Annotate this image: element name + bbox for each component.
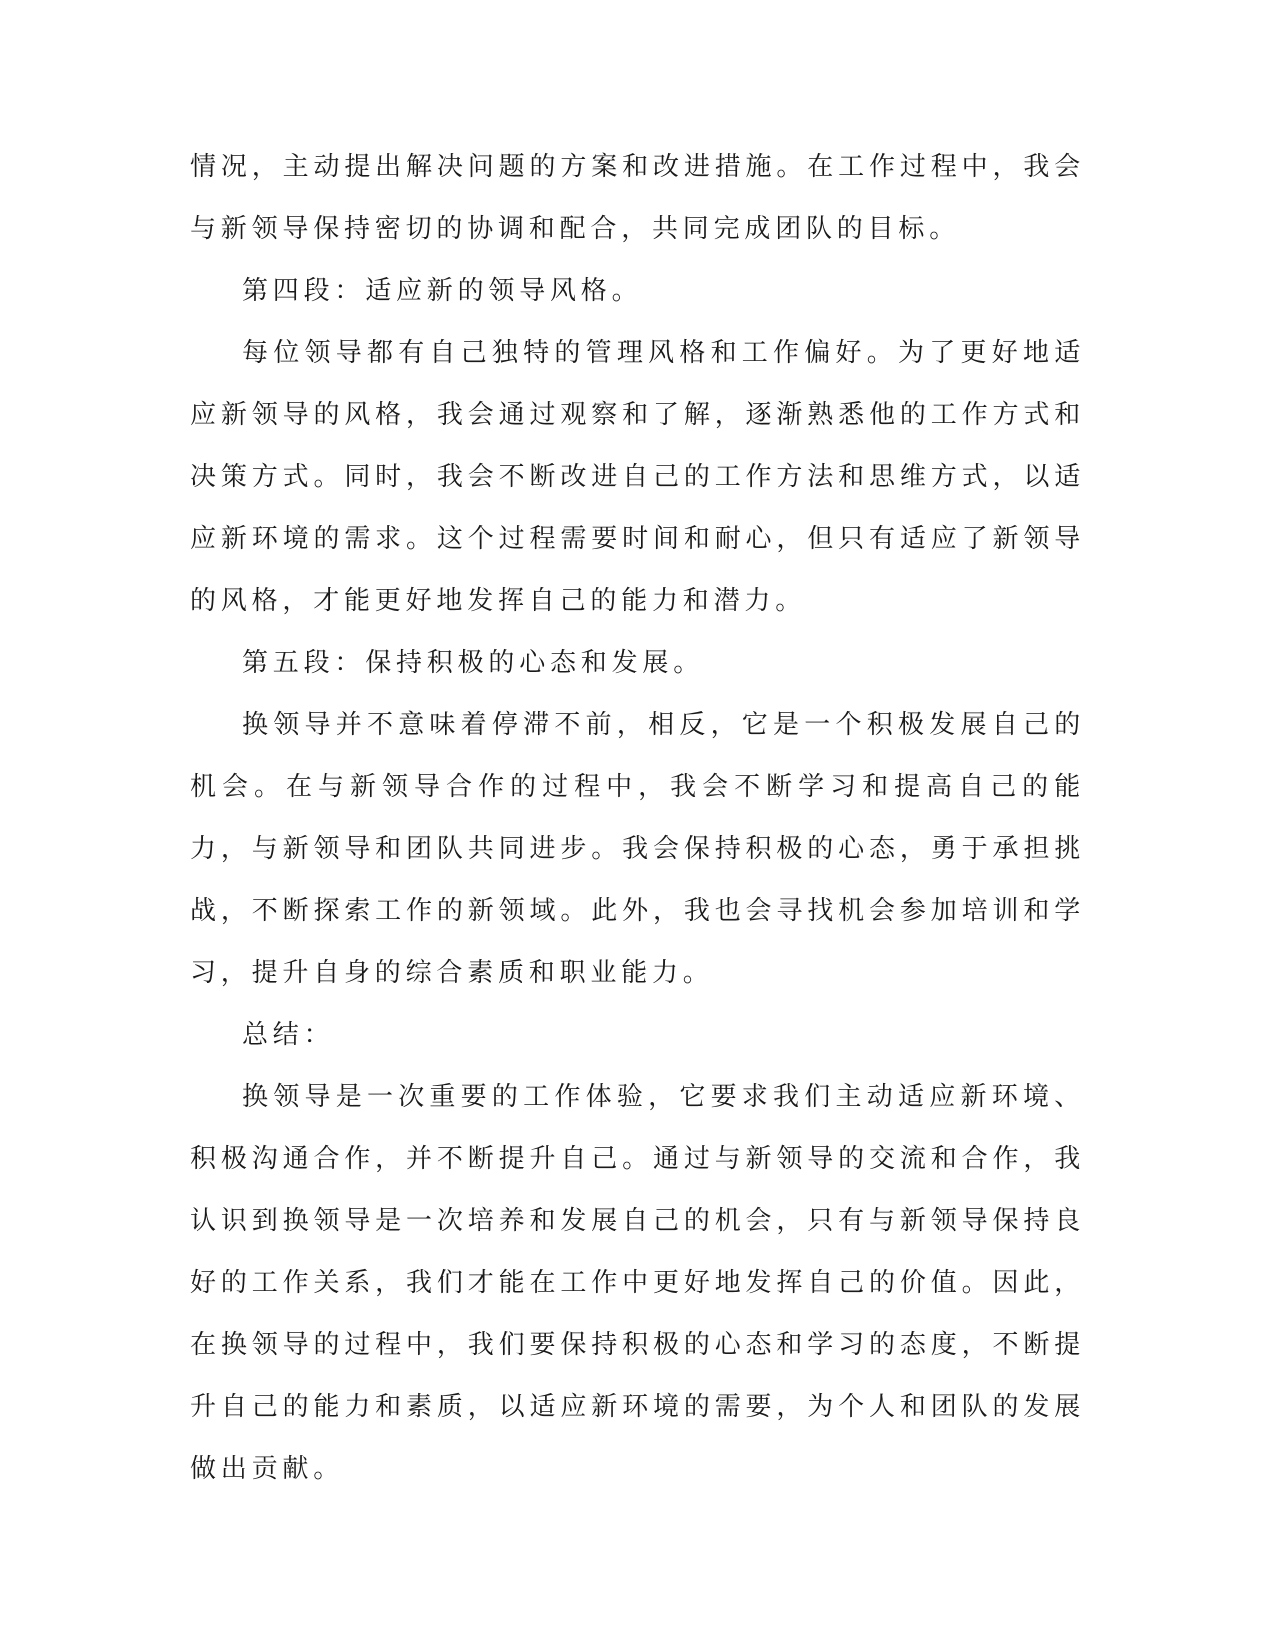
summary-heading: 总结： — [242, 1020, 335, 1050]
paragraph-positive-attitude: 换领导并不意味着停滞不前，相反，它是一个积极发展自己的机会。在与新领导合作的过程中，我会不断学习和提高自己的能力，与新领导和团队共同进步。我会保持积极的心态，勇于承担挑战，不断探索工作的新领域。此外，我也会寻找机会参加培训和学习，提升自身的综合素质和职业能力。 — [190, 710, 1085, 988]
paragraph-summary: 换领导是一次重要的工作体验，它要求我们主动适应新环境、积极沟通合作，并不断提升自己。通过与新领导的交流和合作，我认识到换领导是一次培养和发展自己的机会，只有与新领导保持良好的工作关系，我们才能在工作中更好地发挥自己的价值。因此，在换领导的过程中，我们要保持积极的心态和学习的态度，不断提升自己的能力和素质，以适应新环境的需要，为个人和团队的发展做出贡献。 — [190, 1082, 1085, 1484]
section-heading-four: 第四段：适应新的领导风格。 — [242, 276, 643, 306]
section-heading-five: 第五段：保持积极的心态和发展。 — [242, 648, 705, 678]
paragraph-leadership-style: 每位领导都有自己独特的管理风格和工作偏好。为了更好地适应新领导的风格，我会通过观察和了解，逐渐熟悉他的工作方式和决策方式。同时，我会不断改进自己的工作方法和思维方式，以适应新环境的需求。这个过程需要时间和耐心，但只有适应了新领导的风格，才能更好地发挥自己的能力和潜力。 — [190, 338, 1085, 616]
paragraph-continuation: 情况，主动提出解决问题的方案和改进措施。在工作过程中，我会与新领导保持密切的协调和配合，共同完成团队的目标。 — [190, 152, 1085, 244]
document-body — [190, 136, 1085, 1500]
